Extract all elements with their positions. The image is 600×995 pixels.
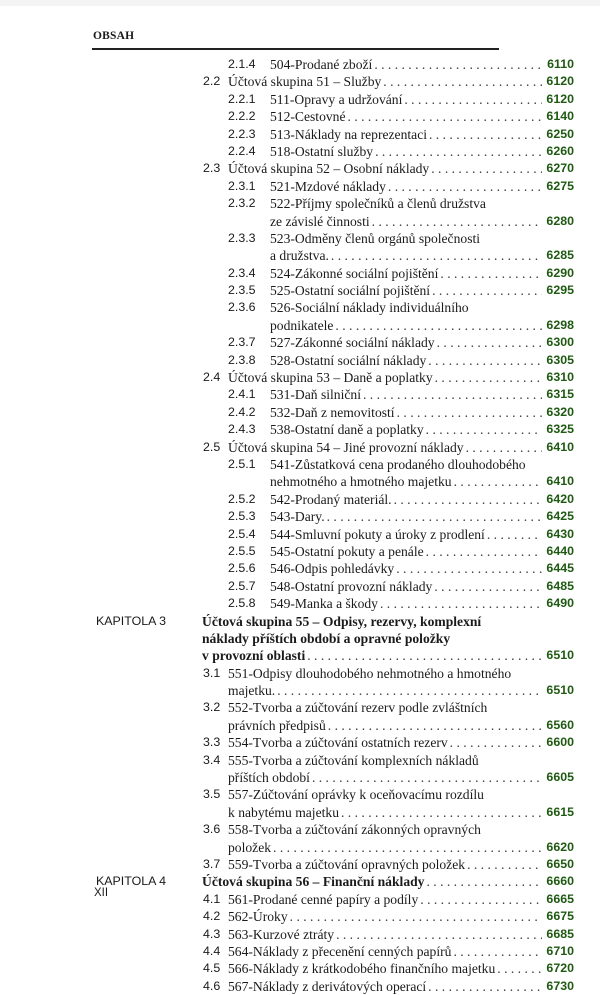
page-number: 6620 xyxy=(546,839,574,854)
page-number: 6485 xyxy=(546,578,574,593)
toc-entry[interactable] xyxy=(0,386,600,403)
dot-leader xyxy=(437,334,542,351)
toc-entry[interactable] xyxy=(0,73,600,90)
dot-leader xyxy=(307,647,542,664)
header-rule xyxy=(92,48,499,50)
dot-leader xyxy=(388,178,542,195)
section-number: 3.7 xyxy=(203,856,221,871)
section-number: 2.2.3 xyxy=(228,126,256,141)
page-number: 6325 xyxy=(546,422,574,437)
toc-entry[interactable] xyxy=(0,543,600,560)
dot-leader xyxy=(380,595,542,612)
section-number: 2.4.2 xyxy=(228,404,256,419)
page-number: 6440 xyxy=(546,543,574,558)
page-number: 6300 xyxy=(546,335,574,350)
section-number: 4.2 xyxy=(203,909,221,924)
section-title: 567-Náklady z derivátových operací xyxy=(228,978,427,994)
toc-entry-continuation[interactable] xyxy=(0,804,600,821)
toc-entry[interactable] xyxy=(0,421,600,438)
dot-leader xyxy=(426,421,542,438)
toc-entry[interactable] xyxy=(0,230,600,247)
dot-leader xyxy=(450,734,542,751)
toc-entry[interactable] xyxy=(0,734,600,751)
section-number: 2.5.3 xyxy=(228,509,256,524)
toc-entry[interactable] xyxy=(0,404,600,421)
section-title: 564-Náklady z přecenění cenných papírů xyxy=(228,943,452,959)
page-number: 6110 xyxy=(547,57,574,71)
page-number: 6615 xyxy=(546,804,574,819)
toc-entry[interactable] xyxy=(0,334,600,351)
section-number: 2.5.7 xyxy=(228,578,256,593)
section-title: a družstva. xyxy=(270,248,329,264)
section-number: 3.6 xyxy=(203,822,221,837)
section-number: 4.6 xyxy=(203,978,221,993)
page-number: 6270 xyxy=(546,161,574,176)
dot-leader xyxy=(348,108,542,125)
section-title: 555-Tvorba a zúčtování komplexních nákladů xyxy=(228,752,479,768)
page-number: 6410 xyxy=(546,439,574,454)
section-number: 4.1 xyxy=(203,891,221,906)
toc-entry[interactable] xyxy=(0,491,600,508)
dot-leader xyxy=(331,247,542,264)
page-number: 6320 xyxy=(546,404,574,419)
section-number: 2.5 xyxy=(203,439,221,454)
page-number: 6720 xyxy=(546,961,574,976)
section-title: 548-Ostatní provozní náklady xyxy=(270,578,433,594)
toc-entry-continuation[interactable] xyxy=(0,839,600,856)
section-number: 4.5 xyxy=(203,961,221,976)
page-number-footer: XII xyxy=(94,887,109,899)
page-number: 6710 xyxy=(546,943,574,958)
dot-leader xyxy=(375,143,542,160)
toc-entry[interactable] xyxy=(0,143,600,160)
page-number: 6260 xyxy=(546,143,574,158)
section-title: 512-Cestovné xyxy=(270,109,346,125)
section-title: 531-Daň silniční xyxy=(270,387,361,403)
section-number: 2.3 xyxy=(203,161,221,176)
dot-leader xyxy=(428,352,542,369)
section-number: 2.2.4 xyxy=(228,143,256,158)
page-number: 6425 xyxy=(546,509,574,524)
toc-entry[interactable] xyxy=(0,91,600,108)
toc-entry[interactable] xyxy=(0,560,600,577)
page-number: 6295 xyxy=(546,283,574,298)
section-title: 552-Tvorba a zúčtování rezerv podle zvláštních xyxy=(228,700,488,716)
dot-leader xyxy=(372,213,542,230)
toc-entry[interactable] xyxy=(0,578,600,595)
section-title: příštích období xyxy=(228,770,310,786)
toc-entry[interactable] xyxy=(0,299,600,316)
page-number: 6650 xyxy=(546,856,574,871)
section-number: 2.3.3 xyxy=(228,230,256,245)
dot-leader xyxy=(426,873,542,890)
toc-entry-continuation[interactable] xyxy=(0,682,600,699)
dot-leader xyxy=(328,717,542,734)
dot-leader xyxy=(429,126,542,143)
toc-entry[interactable] xyxy=(0,665,600,682)
section-title: 551-Odpisy dlouhodobého nehmotného a hmotného xyxy=(228,665,512,681)
dot-leader xyxy=(397,404,542,421)
dot-leader xyxy=(435,369,542,386)
section-number: 2.2.1 xyxy=(228,91,256,106)
dot-leader xyxy=(327,508,542,525)
page-number: 6310 xyxy=(546,370,574,385)
dot-leader xyxy=(426,543,542,560)
page-number: 6730 xyxy=(546,978,574,993)
page-number: 6315 xyxy=(546,387,574,402)
page-number: 6250 xyxy=(546,126,574,141)
section-number: 2.3.2 xyxy=(228,196,256,211)
section-number: 2.3.7 xyxy=(228,335,256,350)
section-title: 513-Náklady na reprezentaci xyxy=(270,126,427,142)
section-title: Účtová skupina 53 – Daně a poplatky xyxy=(228,370,433,386)
section-title: podnikatele xyxy=(270,317,334,333)
page-number: 6510 xyxy=(546,683,574,698)
toc-entry[interactable] xyxy=(0,352,600,369)
chapter-label: KAPITOLA 4 xyxy=(96,874,167,889)
section-title: náklady příštích období a opravné položky xyxy=(202,630,451,646)
section-title: 524-Zákonné sociální pojištění xyxy=(270,265,439,281)
section-title: 563-Kurzové ztráty xyxy=(228,926,335,942)
dot-leader xyxy=(487,526,542,543)
toc-entry[interactable] xyxy=(0,108,600,125)
chapter-label: KAPITOLA 3 xyxy=(96,613,167,628)
section-number: 3.3 xyxy=(203,735,221,750)
dot-leader xyxy=(466,439,542,456)
page-number: 6660 xyxy=(546,874,574,889)
section-title: právních předpisů xyxy=(228,717,326,733)
section-number: 2.5.2 xyxy=(228,491,256,506)
toc-entry[interactable] xyxy=(0,891,600,908)
section-title: majetku. xyxy=(228,683,276,699)
toc-entry-continuation[interactable] xyxy=(0,213,600,230)
section-title: 549-Manka a škody xyxy=(270,596,378,612)
dot-leader xyxy=(404,91,542,108)
toc-entry[interactable] xyxy=(0,439,600,456)
section-title: 532-Daň z nemovitostí xyxy=(270,404,395,420)
section-number: 2.4 xyxy=(203,370,221,385)
dot-leader xyxy=(467,856,542,873)
toc-entry-continuation[interactable] xyxy=(0,247,600,264)
section-number: 3.1 xyxy=(203,665,221,680)
section-number: 2.5.6 xyxy=(228,561,256,576)
section-title: 542-Prodaný materiál. xyxy=(270,491,392,507)
section-title: ze závislé činnosti xyxy=(270,213,370,229)
section-number: 2.1.4 xyxy=(228,57,256,71)
section-number: 2.4.1 xyxy=(228,387,256,402)
section-title: 546-Odpis pohledávky xyxy=(270,561,395,577)
dot-leader xyxy=(363,386,542,403)
toc-entry[interactable] xyxy=(0,369,600,386)
page-edge xyxy=(0,0,600,6)
section-title: 527-Zákonné sociální náklady xyxy=(270,335,435,351)
section-title: 541-Zůstatková cena prodaného dlouhodobého xyxy=(270,456,526,472)
section-title: Účtová skupina 51 – Služby xyxy=(228,74,382,90)
section-title: položek xyxy=(228,839,272,855)
page-number: 6605 xyxy=(546,770,574,785)
dot-leader xyxy=(432,282,542,299)
toc-entry[interactable] xyxy=(0,282,600,299)
section-number: 4.3 xyxy=(203,926,221,941)
section-number: 2.3.6 xyxy=(228,300,256,315)
toc-entry[interactable] xyxy=(0,56,600,73)
toc-entry[interactable] xyxy=(0,126,600,143)
section-title: 526-Sociální náklady individuálního xyxy=(270,300,469,316)
dot-leader xyxy=(440,265,542,282)
dot-leader xyxy=(335,317,542,334)
toc-entry[interactable] xyxy=(0,508,600,525)
section-number: 2.5.4 xyxy=(228,526,256,541)
toc-entry[interactable] xyxy=(0,526,600,543)
dot-leader xyxy=(394,491,542,508)
toc-entry[interactable] xyxy=(0,786,600,803)
section-title: 543-Dary. xyxy=(270,509,325,525)
section-title: v provozní oblasti xyxy=(202,648,306,664)
section-title: 525-Ostatní sociální pojištění xyxy=(270,283,431,299)
dot-leader xyxy=(374,56,542,73)
page-number: 6510 xyxy=(546,648,574,663)
section-title: nehmotného a hmotného majetku xyxy=(270,474,452,490)
toc-entry-continuation[interactable] xyxy=(0,769,600,786)
page-number: 6140 xyxy=(546,109,574,124)
dot-leader xyxy=(341,804,542,821)
toc-entry[interactable] xyxy=(0,265,600,282)
section-title: Účtová skupina 52 – Osobní náklady xyxy=(228,161,430,177)
section-number: 3.5 xyxy=(203,787,221,802)
toc-entry-continuation[interactable] xyxy=(0,473,600,490)
dot-leader xyxy=(431,160,542,177)
toc-entry[interactable] xyxy=(0,821,600,838)
section-title: Účtová skupina 54 – Jiné provozní náklady xyxy=(228,439,464,455)
page-number: 6665 xyxy=(546,891,574,906)
section-title: 544-Smluvní pokuty a úroky z prodlení xyxy=(270,526,485,542)
section-title: 558-Tvorba a zúčtování zákonných opravných xyxy=(228,822,481,838)
page-number: 6560 xyxy=(546,717,574,732)
dot-leader xyxy=(396,560,542,577)
section-title: 504-Prodané zboží xyxy=(270,57,373,72)
section-number: 4.4 xyxy=(203,943,221,958)
section-title: 511-Opravy a udržování xyxy=(270,91,403,107)
running-header: OBSAH xyxy=(93,30,135,42)
section-title: 557-Zúčtování oprávky k oceňovacímu rozdílu xyxy=(228,787,484,803)
section-title: 521-Mzdové náklady xyxy=(270,178,386,194)
dot-leader xyxy=(497,960,542,977)
page-number: 6120 xyxy=(546,91,574,106)
page-number: 6280 xyxy=(546,213,574,228)
dot-leader xyxy=(312,769,542,786)
dot-leader xyxy=(277,682,542,699)
toc-entry[interactable] xyxy=(0,595,600,612)
toc-entry[interactable] xyxy=(0,978,600,995)
page-number: 6445 xyxy=(546,561,574,576)
toc-entry-continuation[interactable] xyxy=(0,647,600,664)
section-number: 2.2.2 xyxy=(228,109,256,124)
section-title: 561-Prodané cenné papíry a podíly xyxy=(228,891,419,907)
toc-entry-continuation[interactable] xyxy=(0,317,600,334)
toc-entry[interactable] xyxy=(0,456,600,473)
toc-entry[interactable] xyxy=(0,908,600,925)
section-number: 2.3.4 xyxy=(228,265,256,280)
section-number: 2.2 xyxy=(203,74,221,89)
section-title: 562-Úroky xyxy=(228,909,288,925)
page-number: 6420 xyxy=(546,491,574,506)
section-title: 538-Ostatní daně a poplatky xyxy=(270,422,424,438)
toc-entry[interactable] xyxy=(0,160,600,177)
section-number: 2.5.8 xyxy=(228,596,256,611)
page-number: 6285 xyxy=(546,248,574,263)
toc-entry[interactable] xyxy=(0,699,600,716)
dot-leader xyxy=(454,473,542,490)
page-number: 6600 xyxy=(546,735,574,750)
section-number: 2.3.8 xyxy=(228,352,256,367)
section-title: Účtová skupina 55 – Odpisy, rezervy, komplexní xyxy=(202,613,482,629)
table-of-contents xyxy=(0,56,600,995)
page-number: 6430 xyxy=(546,526,574,541)
toc-entry[interactable] xyxy=(0,613,600,630)
toc-entry[interactable] xyxy=(0,178,600,195)
toc-entry[interactable] xyxy=(0,752,600,769)
section-title: 523-Odměny členů orgánů společnosti xyxy=(270,230,481,246)
page-number: 6410 xyxy=(546,474,574,489)
toc-entry-continuation[interactable] xyxy=(0,717,600,734)
dot-leader xyxy=(290,908,542,925)
dot-leader xyxy=(420,891,542,908)
page-number: 6290 xyxy=(546,265,574,280)
section-number: 2.5.1 xyxy=(228,456,256,471)
dot-leader xyxy=(428,978,542,995)
dot-leader xyxy=(383,73,542,90)
toc-entry[interactable] xyxy=(0,943,600,960)
page-number: 6675 xyxy=(546,909,574,924)
section-title: k nabytému majetku xyxy=(228,804,339,820)
page-number: 6305 xyxy=(546,352,574,367)
page-number: 6275 xyxy=(546,178,574,193)
page-number: 6298 xyxy=(546,317,574,332)
section-title: 554-Tvorba a zúčtování ostatních rezerv xyxy=(228,735,448,751)
page-number: 6685 xyxy=(546,926,574,941)
section-title: 566-Náklady z krátkodobého finančního majetku xyxy=(228,961,496,977)
section-number: 3.4 xyxy=(203,752,221,767)
section-number: 2.3.1 xyxy=(228,178,256,193)
page-number: 6120 xyxy=(546,74,574,89)
dot-leader xyxy=(273,839,542,856)
section-number: 2.4.3 xyxy=(228,422,256,437)
section-title: 545-Ostatní pokuty a penále xyxy=(270,543,424,559)
section-number: 3.2 xyxy=(203,700,221,715)
toc-entry-continuation[interactable] xyxy=(0,630,600,647)
section-title: 528-Ostatní sociální náklady xyxy=(270,352,427,368)
dot-leader xyxy=(453,943,542,960)
section-title: 559-Tvorba a zúčtování opravných položek xyxy=(228,856,466,872)
toc-entry[interactable] xyxy=(0,856,600,873)
toc-entry[interactable] xyxy=(0,873,600,890)
section-number: 2.5.5 xyxy=(228,543,256,558)
dot-leader xyxy=(336,926,542,943)
toc-entry[interactable] xyxy=(0,195,600,212)
section-title: 518-Ostatní služby xyxy=(270,143,374,159)
page-number: 6490 xyxy=(546,596,574,611)
section-title: Účtová skupina 56 – Finanční náklady xyxy=(202,874,425,890)
toc-entry[interactable] xyxy=(0,960,600,977)
dot-leader xyxy=(434,578,542,595)
section-number: 2.3.5 xyxy=(228,283,256,298)
toc-entry[interactable] xyxy=(0,926,600,943)
section-title: 522-Příjmy společníků a členů družstva xyxy=(270,196,486,212)
